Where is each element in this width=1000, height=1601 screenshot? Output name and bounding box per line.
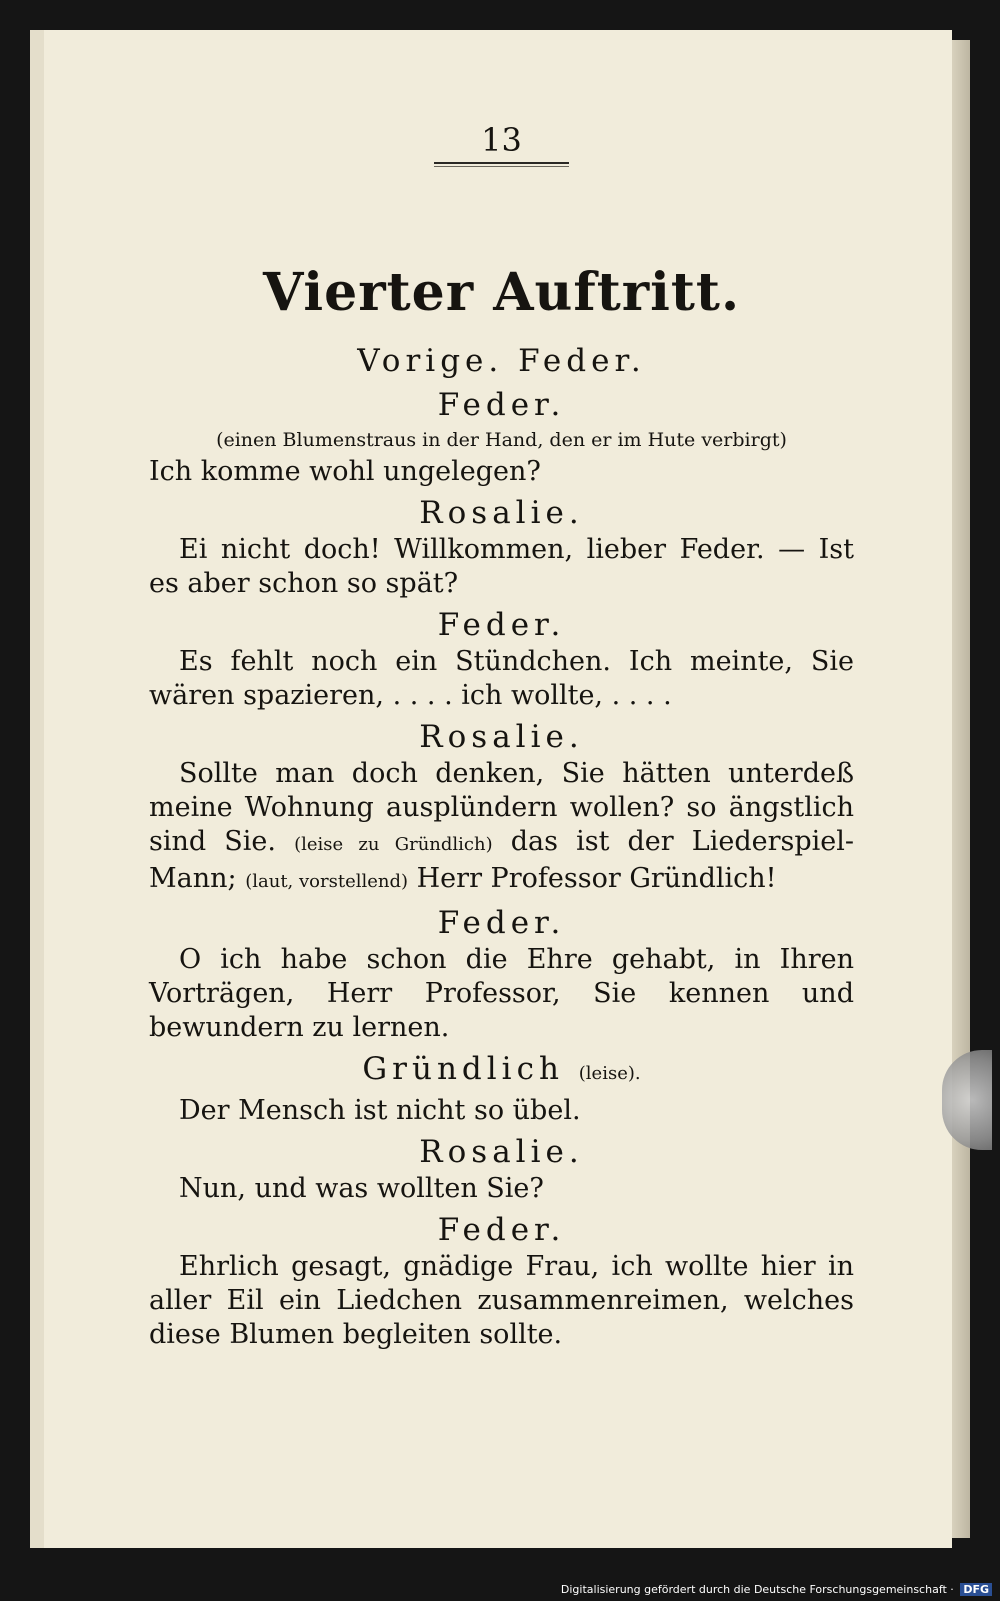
speech-text: Es fehlt noch ein Stündchen. Ich meinte, Sie wären spazieren, . . . . ich wollte, . . . . bbox=[149, 646, 854, 711]
speech-text: Der Mensch ist nicht so übel. bbox=[179, 1095, 581, 1126]
speaker-line bbox=[149, 1049, 854, 1094]
cast-list: Vorige. Feder. bbox=[357, 343, 646, 379]
speech-text: Sollte man doch denken, Sie hätten unterdeß meine Wohnung ausplündern wollen? so ängstlich sind Sie. bbox=[149, 758, 854, 857]
stage-direction: (einen Blumenstraus in der Hand, den er im Hute verbirgt) bbox=[216, 429, 787, 451]
book-page bbox=[30, 30, 952, 1548]
speech-text: O ich habe schon die Ehre gehabt, in Ihren Vorträgen, Herr Professor, Sie kennen und bewundern zu lernen. bbox=[149, 944, 854, 1043]
speaker-name: Rosalie. bbox=[419, 495, 584, 531]
speech-text: Nun, und was wollten Sie? bbox=[179, 1173, 544, 1204]
page-edge bbox=[952, 40, 970, 1538]
stage-direction: (leise). bbox=[578, 1063, 641, 1084]
speech-text: Ich komme wohl ungelegen? bbox=[149, 456, 541, 487]
speech-paragraph bbox=[149, 757, 854, 899]
speech-text: Herr Professor Gründlich! bbox=[416, 863, 777, 894]
page-content bbox=[149, 120, 854, 1352]
speaker-name: Gründlich bbox=[362, 1051, 564, 1087]
credit-text: Digitalisierung gefördert durch die Deutsche Forschungsgemeinschaft · bbox=[560, 1583, 954, 1596]
page-number: 13 bbox=[481, 121, 522, 159]
speech-text: Ei nicht doch! Willkommen, lieber Feder. — Ist es aber schon so spät? bbox=[149, 534, 854, 599]
speaker-name: Feder. bbox=[437, 607, 566, 643]
scene-title: Vierter Auftritt. bbox=[262, 262, 741, 323]
speaker-name: Feder. bbox=[437, 1212, 566, 1248]
speech-text: Ehrlich gesagt, gnädige Frau, ich wollte hier in aller Eil ein Liedchen zusammenreimen, welches diese Blumen begleiten sollte. bbox=[149, 1251, 854, 1350]
dfg-logo: DFG bbox=[960, 1583, 992, 1596]
speech-text: das ist der Liederspiel-Mann; bbox=[149, 826, 855, 894]
header-rule bbox=[434, 162, 569, 167]
speaker-name: Rosalie. bbox=[419, 1134, 584, 1170]
speaker-name: Rosalie. bbox=[419, 719, 584, 755]
speaker-name: Feder. bbox=[437, 905, 566, 941]
digitization-credit bbox=[561, 1583, 992, 1596]
stage-direction: (laut, vorstellend) bbox=[245, 871, 409, 892]
stage-direction: (leise zu Gründlich) bbox=[294, 834, 493, 855]
speaker-name: Feder. bbox=[437, 387, 566, 423]
